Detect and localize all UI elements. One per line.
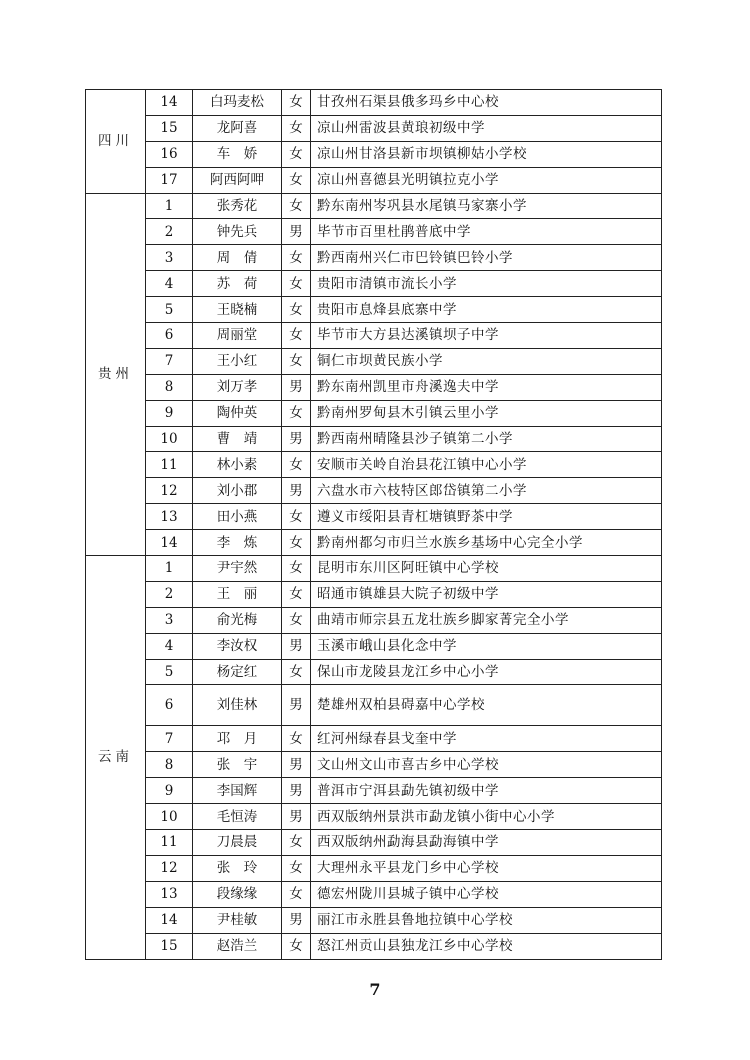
name-cell: 张秀花 — [193, 193, 282, 219]
school-cell: 怒江州贡山县独龙江乡中心学校 — [311, 933, 662, 959]
table-row — [86, 830, 662, 856]
sex-cell: 女 — [282, 115, 311, 141]
sex-cell: 女 — [282, 933, 311, 959]
name-cell: 周丽堂 — [193, 323, 282, 349]
name-cell: 龙阿喜 — [193, 115, 282, 141]
name-cell: 邛 月 — [193, 726, 282, 752]
school-cell: 凉山州甘洛县新市坝镇柳姑小学校 — [311, 141, 662, 167]
table-row — [86, 855, 662, 881]
row-number-cell: 12 — [146, 855, 193, 881]
school-cell: 玉溪市峨山县化念中学 — [311, 633, 662, 659]
table-row — [86, 607, 662, 633]
table-row — [86, 881, 662, 907]
school-cell: 铜仁市坝黄民族小学 — [311, 348, 662, 374]
school-cell: 黔西南州晴隆县沙子镇第二小学 — [311, 426, 662, 452]
name-cell: 尹宇然 — [193, 556, 282, 582]
school-cell: 大理州永平县龙门乡中心学校 — [311, 855, 662, 881]
table-row — [86, 219, 662, 245]
table-row — [86, 323, 662, 349]
school-cell: 楚雄州双柏县碍嘉中心学校 — [311, 685, 662, 726]
row-number-cell: 13 — [146, 504, 193, 530]
table-row — [86, 297, 662, 323]
name-cell: 李 炼 — [193, 530, 282, 556]
row-number-cell: 10 — [146, 426, 193, 452]
row-number-cell: 10 — [146, 804, 193, 830]
row-number-cell: 6 — [146, 323, 193, 349]
page-number: 7 — [369, 980, 381, 999]
row-number-cell: 12 — [146, 478, 193, 504]
name-cell: 苏 荷 — [193, 271, 282, 297]
row-number-cell: 14 — [146, 90, 193, 116]
sex-cell: 男 — [282, 478, 311, 504]
row-number-cell: 14 — [146, 907, 193, 933]
row-number-cell: 2 — [146, 581, 193, 607]
name-cell: 刘佳林 — [193, 685, 282, 726]
table-row — [86, 374, 662, 400]
row-number-cell: 11 — [146, 452, 193, 478]
table-row — [86, 271, 662, 297]
sex-cell: 女 — [282, 881, 311, 907]
row-number-cell: 2 — [146, 219, 193, 245]
roster-table — [85, 89, 662, 960]
name-cell: 毛恒涛 — [193, 804, 282, 830]
row-number-cell: 9 — [146, 778, 193, 804]
row-number-cell: 11 — [146, 830, 193, 856]
name-cell: 林小素 — [193, 452, 282, 478]
name-cell: 俞光梅 — [193, 607, 282, 633]
table-row — [86, 348, 662, 374]
name-cell: 陶仲英 — [193, 400, 282, 426]
name-cell: 曹 靖 — [193, 426, 282, 452]
row-number-cell: 7 — [146, 726, 193, 752]
sex-cell: 女 — [282, 581, 311, 607]
row-number-cell: 6 — [146, 685, 193, 726]
table-row — [86, 581, 662, 607]
name-cell: 田小燕 — [193, 504, 282, 530]
school-cell: 甘孜州石渠县俄多玛乡中心校 — [311, 90, 662, 116]
name-cell: 刘小郡 — [193, 478, 282, 504]
province-cell: 云南 — [86, 556, 146, 959]
name-cell: 钟先兵 — [193, 219, 282, 245]
school-cell: 普洱市宁洱县勐先镇初级中学 — [311, 778, 662, 804]
sex-cell: 女 — [282, 504, 311, 530]
row-number-cell: 15 — [146, 933, 193, 959]
school-cell: 黔南州罗甸县木引镇云里小学 — [311, 400, 662, 426]
row-number-cell: 8 — [146, 752, 193, 778]
table-row — [86, 752, 662, 778]
row-number-cell: 5 — [146, 297, 193, 323]
sex-cell: 女 — [282, 607, 311, 633]
sex-cell: 女 — [282, 271, 311, 297]
sex-cell: 女 — [282, 348, 311, 374]
table-row — [86, 726, 662, 752]
row-number-cell: 9 — [146, 400, 193, 426]
school-cell: 丽江市永胜县鲁地拉镇中心学校 — [311, 907, 662, 933]
sex-cell: 男 — [282, 752, 311, 778]
sex-cell: 男 — [282, 374, 311, 400]
school-cell: 凉山州喜德县光明镇拉克小学 — [311, 167, 662, 193]
school-cell: 黔西南州兴仁市巴铃镇巴铃小学 — [311, 245, 662, 271]
school-cell: 毕节市百里杜鹃普底中学 — [311, 219, 662, 245]
row-number-cell: 16 — [146, 141, 193, 167]
sex-cell: 男 — [282, 633, 311, 659]
sex-cell: 女 — [282, 556, 311, 582]
name-cell: 刘万孝 — [193, 374, 282, 400]
sex-cell: 女 — [282, 452, 311, 478]
school-cell: 遵义市绥阳县青杠塘镇野茶中学 — [311, 504, 662, 530]
sex-cell: 女 — [282, 855, 311, 881]
row-number-cell: 15 — [146, 115, 193, 141]
table-row — [86, 556, 662, 582]
table-row — [86, 400, 662, 426]
roster-body — [86, 90, 662, 960]
table-row — [86, 685, 662, 726]
table-row — [86, 778, 662, 804]
name-cell: 阿西阿呷 — [193, 167, 282, 193]
table-row — [86, 167, 662, 193]
table-row — [86, 90, 662, 116]
row-number-cell: 3 — [146, 607, 193, 633]
school-cell: 黔东南州凯里市舟溪逸夫中学 — [311, 374, 662, 400]
name-cell: 王晓楠 — [193, 297, 282, 323]
table-row — [86, 804, 662, 830]
sex-cell: 女 — [282, 726, 311, 752]
sex-cell: 男 — [282, 685, 311, 726]
sex-cell: 女 — [282, 90, 311, 116]
school-cell: 毕节市大方县达溪镇坝子中学 — [311, 323, 662, 349]
table-row — [86, 933, 662, 959]
row-number-cell: 14 — [146, 530, 193, 556]
school-cell: 西双版纳州勐海县勐海镇中学 — [311, 830, 662, 856]
name-cell: 李国辉 — [193, 778, 282, 804]
sex-cell: 男 — [282, 426, 311, 452]
table-row — [86, 659, 662, 685]
name-cell: 杨定红 — [193, 659, 282, 685]
row-number-cell: 7 — [146, 348, 193, 374]
sex-cell: 女 — [282, 167, 311, 193]
table-row — [86, 452, 662, 478]
table-row — [86, 193, 662, 219]
name-cell: 王小红 — [193, 348, 282, 374]
school-cell: 黔南州都匀市归兰水族乡基场中心完全小学 — [311, 530, 662, 556]
row-number-cell: 5 — [146, 659, 193, 685]
name-cell: 车 娇 — [193, 141, 282, 167]
row-number-cell: 1 — [146, 193, 193, 219]
table-row — [86, 633, 662, 659]
sex-cell: 女 — [282, 193, 311, 219]
province-cell: 四川 — [86, 90, 146, 194]
name-cell: 段缘缘 — [193, 881, 282, 907]
row-number-cell: 1 — [146, 556, 193, 582]
sex-cell: 女 — [282, 530, 311, 556]
row-number-cell: 4 — [146, 271, 193, 297]
sex-cell: 女 — [282, 297, 311, 323]
table-row — [86, 141, 662, 167]
table-row — [86, 115, 662, 141]
row-number-cell: 13 — [146, 881, 193, 907]
sex-cell: 男 — [282, 219, 311, 245]
school-cell: 红河州绿春县戈奎中学 — [311, 726, 662, 752]
name-cell: 赵浩兰 — [193, 933, 282, 959]
name-cell: 王 丽 — [193, 581, 282, 607]
province-cell: 贵州 — [86, 193, 146, 555]
school-cell: 六盘水市六枝特区郎岱镇第二小学 — [311, 478, 662, 504]
row-number-cell: 8 — [146, 374, 193, 400]
sex-cell: 男 — [282, 778, 311, 804]
sex-cell: 女 — [282, 245, 311, 271]
table-row — [86, 245, 662, 271]
row-number-cell: 3 — [146, 245, 193, 271]
school-cell: 凉山州雷波县黄琅初级中学 — [311, 115, 662, 141]
table-row — [86, 530, 662, 556]
table-row — [86, 426, 662, 452]
table-row — [86, 478, 662, 504]
school-cell: 曲靖市师宗县五龙壮族乡脚家菁完全小学 — [311, 607, 662, 633]
school-cell: 西双版纳州景洪市勐龙镇小街中心小学 — [311, 804, 662, 830]
name-cell: 张 玲 — [193, 855, 282, 881]
sex-cell: 女 — [282, 323, 311, 349]
school-cell: 文山州文山市喜古乡中心学校 — [311, 752, 662, 778]
sex-cell: 女 — [282, 400, 311, 426]
name-cell: 白玛麦松 — [193, 90, 282, 116]
row-number-cell: 4 — [146, 633, 193, 659]
table-row — [86, 504, 662, 530]
school-cell: 贵阳市清镇市流长小学 — [311, 271, 662, 297]
school-cell: 安顺市关岭自治县花江镇中心小学 — [311, 452, 662, 478]
name-cell: 刀晨晨 — [193, 830, 282, 856]
school-cell: 昭通市镇雄县大院子初级中学 — [311, 581, 662, 607]
sex-cell: 女 — [282, 830, 311, 856]
row-number-cell: 17 — [146, 167, 193, 193]
sex-cell: 男 — [282, 907, 311, 933]
sex-cell: 男 — [282, 804, 311, 830]
school-cell: 贵阳市息烽县底寨中学 — [311, 297, 662, 323]
name-cell: 周 倩 — [193, 245, 282, 271]
school-cell: 保山市龙陵县龙江乡中心小学 — [311, 659, 662, 685]
school-cell: 昆明市东川区阿旺镇中心学校 — [311, 556, 662, 582]
name-cell: 李汝权 — [193, 633, 282, 659]
name-cell: 尹桂敏 — [193, 907, 282, 933]
table-row — [86, 907, 662, 933]
school-cell: 黔东南州岑巩县水尾镇马家寨小学 — [311, 193, 662, 219]
name-cell: 张 宇 — [193, 752, 282, 778]
sex-cell: 女 — [282, 141, 311, 167]
school-cell: 德宏州陇川县城子镇中心学校 — [311, 881, 662, 907]
sex-cell: 女 — [282, 659, 311, 685]
